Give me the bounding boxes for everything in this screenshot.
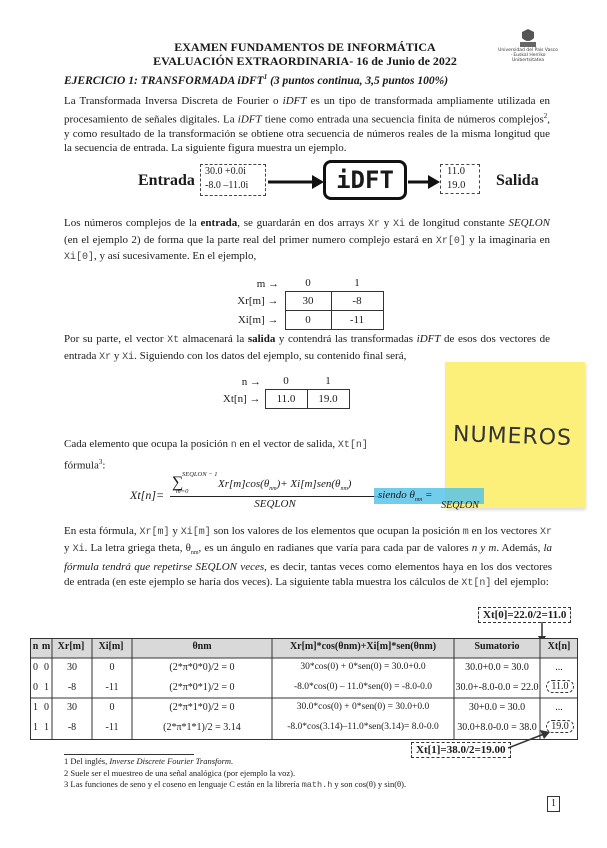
- sum-upper: SEQLON − 1: [182, 471, 218, 478]
- footnote-3: 3 Las funciones de seno y el coseno en lenguaje C están en la librería math.h y son cos(θ) y sin(θ).: [64, 779, 407, 790]
- table1-xi-0: 0: [285, 310, 331, 329]
- header-n: n: [32, 641, 39, 652]
- calc-cell-r3-c2: -8: [67, 722, 77, 733]
- output-array-table: [218, 374, 350, 409]
- calc-cell-r1-c1: 1: [44, 682, 49, 693]
- annotation-xt1-arrow: [500, 728, 560, 754]
- table2-row-label: Xt[n] →: [222, 392, 261, 405]
- calc-cell-r2-c1: 0: [44, 702, 49, 713]
- calc-cell-r1-c5: -8.0*cos(0) – 11.0*sen(0) = -8.0-0.0: [294, 682, 432, 692]
- calc-cell-r1-c4: (2*π*0*1)/2 = 0: [169, 682, 235, 693]
- diagram-input-1: 30.0 +0.0i: [205, 166, 246, 177]
- table1-xi-1: -11: [331, 310, 383, 329]
- calc-cell-r1-c6: 30.0+-8.0-0.0 = 22.0: [455, 682, 539, 693]
- sum-lower: m=0: [176, 488, 189, 495]
- calc-cell-r2-c3: 0: [109, 702, 115, 713]
- calc-cell-r3-c4: (2*π*1*1)/2 = 3.14: [163, 722, 241, 733]
- output-paragraph: Por su parte, el vector Xt almacenará la salida y contendrá las transformadas iDFT de esos dos vectores de entrada Xr y Xi. Siguiendo con los datos del ejemplo, su contenido final será,: [64, 333, 550, 363]
- calc-cell-r3-c7: 19.0: [546, 720, 574, 733]
- table1-xr-1: -8: [331, 291, 383, 310]
- annotation-xt1: Xt[1]=38.0/2=19.00: [411, 742, 511, 758]
- table2-col-1: 1: [325, 375, 331, 388]
- footnote-1: 1 Del inglés, Inverse Discrete Fourier Transform.: [64, 756, 234, 766]
- header-product: Xr[m]*cos(θnm)+Xi[m]*sen(θnm): [289, 641, 437, 652]
- calc-cell-r2-c6: 30+0.0 = 30.0: [468, 702, 526, 713]
- input-arrays-table: [216, 276, 384, 330]
- calc-cell-r3-c1: 1: [44, 722, 49, 733]
- calc-cell-r0-c1: 0: [44, 662, 49, 673]
- calc-cell-r3-c3: -11: [105, 722, 119, 733]
- table2-val-1: 19.0: [307, 389, 349, 408]
- calc-cell-r0-c3: 0: [109, 662, 115, 673]
- table1-col-0: 0: [305, 277, 311, 290]
- formula-numerator: $Xr[m]\cos(\theta_{nm})+ Xi[m]sen(\theta_{nm})$: [218, 478, 352, 493]
- table1-xi-label: Xi[m] →: [237, 313, 279, 326]
- calc-cell-r2-c5: 30.0*cos(0) + 0*sen(0) = 30.0+0.0: [296, 702, 430, 712]
- calc-cell-r3-c5: -8.0*cos(3.14)–11.0*sen(3.14)= 8.0-0.0: [287, 722, 439, 732]
- header-xi: Xi[m]: [98, 641, 124, 652]
- footnotes: [64, 756, 544, 792]
- table2-col-0: 0: [283, 375, 289, 388]
- calc-cell-r2-c2: 30: [67, 702, 77, 713]
- intro-paragraph: La Transformada Inversa Discreta de Fourier o iDFT es un tipo de transformada ampliamente utilizada en procesamiento de señales digitales. La iDFT tiene como entrada una secuencia finita de números complejos$^2$, y como resultado de la transformación se obtiene otra secuencia de números reales de la misma longitud que la secuencia de entrada. La siguiente figura muestra un ejemplo.: [64, 95, 550, 155]
- calc-cell-r3-c0: 1: [33, 722, 38, 733]
- arrays-paragraph: Los números complejos de la entrada, se guardarán en dos arrays Xr y Xi de longitud constante SEQLON (en el ejemplo 2) de forma que la parte real del primer numero complejo estará en Xr[0] y la imaginaria en Xi[0], y así sucesivamente. En el ejemplo,: [64, 217, 551, 264]
- formula-intro-paragraph: Cada elemento que ocupa la posición n en el vector de salida, Xt[n] fórmula$^3$:: [64, 438, 368, 472]
- table1-head: m →: [256, 277, 279, 290]
- sigma-symbol: ∑: [172, 474, 184, 491]
- calc-cell-r0-c4: (2*π*0*0)/2 = 0: [169, 662, 235, 673]
- diagram-input-box: [200, 164, 266, 196]
- fraction-bar: [170, 496, 380, 497]
- calc-cell-r0-c5: 30*cos(0) + 0*sen(0) = 30.0+0.0: [300, 662, 426, 672]
- header-title-line2: EVALUACIÓN EXTRAORDINARIA- 16 de Junio de 2022: [153, 54, 457, 68]
- header-sumatorio: Sumatorio: [474, 641, 520, 652]
- calc-cell-r2-c4: (2*π*1*0)/2 = 0: [169, 702, 235, 713]
- table2-val-0: 11.0: [265, 389, 307, 408]
- table1-col-1: 1: [354, 277, 360, 290]
- exercise-title: EJERCICIO 1: TRANSFORMADA iDFT$^1$ (3 puntos continua, 3,5 puntos 100%): [64, 73, 449, 87]
- calc-table: [30, 638, 578, 740]
- university-logo: [498, 28, 558, 68]
- calc-cell-r0-c0: 0: [33, 662, 38, 673]
- diagram-output-2: 19.0: [447, 180, 466, 191]
- table2-head: n →: [241, 375, 261, 388]
- formula-siendo: siendo $\theta_{nm}$ =: [378, 489, 433, 504]
- diagram-output-1: 11.0: [447, 166, 465, 177]
- calc-cell-r3-c6: 30.0+8.0-0.0 = 38.0: [457, 722, 537, 733]
- footnote-2: 2 Suele ser el muestreo de una señal analógica (por ejemplo la voz).: [64, 767, 296, 778]
- diagram-output-label: Salida: [496, 172, 539, 189]
- idft-box: iDFT: [323, 160, 407, 200]
- diagram-input-label: Entrada: [138, 172, 195, 189]
- header-theta: θnm: [192, 641, 212, 652]
- annotation-xt0: Xt[0]=22.0/2=11.0: [478, 607, 571, 623]
- calc-cell-r1-c3: -11: [105, 682, 119, 693]
- sticky-note: [445, 362, 585, 508]
- calc-cell-r1-c7: 11.0: [546, 680, 574, 693]
- table1-xr-0: 30: [285, 291, 331, 310]
- header-m: m: [41, 641, 51, 652]
- calc-cell-r2-c0: 1: [33, 702, 38, 713]
- calc-table-grid: [30, 638, 578, 740]
- logo-text: Universidad del País Vasco · Euskal Herriko Unibertsitatea: [498, 48, 558, 63]
- diagram-output-box: [440, 164, 480, 194]
- formula-lhs: Xt[n]=: [130, 488, 165, 502]
- footnote-rule: [64, 754, 194, 755]
- table1-xr-label: Xr[m] →: [237, 294, 279, 307]
- calc-cell-r1-c2: -8: [67, 682, 77, 693]
- explanation-paragraph: En esta fórmula, Xr[m] y Xi[m] son los valores de los elementos que ocupan la posición m en los vectores Xr y Xi. La letra griega theta, $\theta_{nm}$, es un ángulo en radianes que varía para cada par de valores n y m. Además, la fórmula tendrá que repetirse SEQLON veces, es decir, tantas veces como elementos haya en los dos vectores de entrada (en este ejemplo se haría dos veces). La siguiente tabla muestra los cálculos de Xt[n] del ejemplo:: [64, 525, 553, 589]
- formula-denominator-2: SEQLON: [441, 500, 479, 511]
- header-title-line1: EXAMEN FUNDAMENTOS DE INFORMÁTICA: [174, 40, 436, 54]
- formula-denominator: SEQLON: [254, 498, 296, 510]
- calc-cell-r0-c7: ...: [555, 662, 563, 673]
- diagram-input-2: -8.0 –11.0i: [205, 180, 249, 191]
- sticky-note-text: NUMEROS: [452, 421, 573, 452]
- calc-cell-r2-c7: ...: [555, 702, 563, 713]
- calc-cell-r1-c0: 0: [33, 682, 38, 693]
- header-xtn: Xt[n]: [547, 641, 571, 652]
- calc-cell-r0-c6: 30.0+0.0 = 30.0: [465, 662, 529, 673]
- page-number: 1: [547, 796, 560, 812]
- header-xr: Xr[m]: [57, 641, 85, 652]
- calc-cell-r0-c2: 30: [67, 662, 77, 673]
